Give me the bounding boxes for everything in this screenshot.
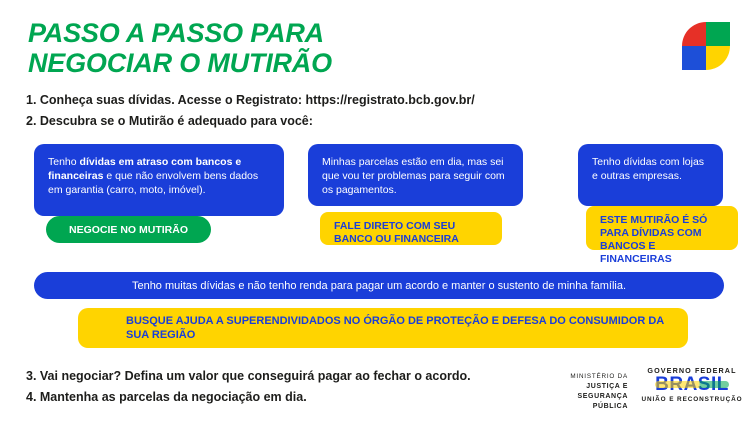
footer-steps <box>26 366 546 408</box>
situation-cards <box>0 138 754 263</box>
page-title <box>28 18 588 78</box>
ministry-line-2: JUSTIÇA E <box>586 383 628 390</box>
ministry-line-1: MINISTÉRIO DA <box>570 373 628 380</box>
gov-logo-icon <box>682 22 730 70</box>
gov-brand-top: GOVERNO FEDERAL <box>647 366 737 375</box>
government-brand <box>640 366 744 403</box>
gov-brand-main <box>655 375 729 395</box>
logo-square-green <box>706 22 730 46</box>
brasil-swoosh-icon <box>655 381 729 388</box>
card-2-action-label: FALE DIRETO COM SEU BANCO OU FINANCEIRA <box>320 212 502 245</box>
wide-action-banner: BUSQUE AJUDA A SUPERENDIVIDADOS NO ÓRGÃO DE PROTEÇÃO E DEFESA DO CONSUMIDOR DA SUA REGIÃO <box>78 308 688 348</box>
ministry-signature <box>540 372 628 412</box>
situation-card-1 <box>34 144 284 216</box>
logo-square-yellow <box>706 46 730 70</box>
card-1-text-part-2: e que não envolvem bens dados em garantia (carro, moto, imóvel). <box>48 170 259 196</box>
card-1-text-part-1: Tenho <box>48 156 80 168</box>
footer-step-3: 3. Vai negociar? Defina um valor que conseguirá pagar ao fechar o acordo. <box>26 369 471 383</box>
card-1-text-bold: dívidas em atraso com bancos e financeiras <box>48 156 242 182</box>
wide-situation-banner: Tenho muitas dívidas e não tenho renda para pagar um acordo e manter o sustento de minha família. <box>34 272 724 299</box>
situation-card-3: Tenho dívidas com lojas e outras empresas. <box>578 144 723 206</box>
negociar-no-mutirao-button[interactable]: NEGOCIE NO MUTIRÃO <box>46 216 211 243</box>
intro-step-2: 2. Descubra se o Mutirão é adequado para você: <box>26 114 313 128</box>
page-title-line-2: NEGOCIAR O MUTIRÃO <box>28 48 332 78</box>
intro-steps <box>26 90 726 132</box>
gov-brand-bottom: UNIÃO E RECONSTRUÇÃO <box>641 396 743 403</box>
ministry-line-3: SEGURANÇA PÚBLICA <box>577 393 628 410</box>
logo-square-red <box>682 22 706 46</box>
situation-card-2: Minhas parcelas estão em dia, mas sei que vou ter problemas para seguir com os pagamentos. <box>308 144 523 206</box>
intro-step-1: 1. Conheça suas dívidas. Acesse o Registrato: https://registrato.bcb.gov.br/ <box>26 93 475 107</box>
card-3-action-label: ESTE MUTIRÃO É SÓ PARA DÍVIDAS COM BANCOS E FINANCEIRAS <box>586 206 738 250</box>
page-title-line-1: PASSO A PASSO PARA <box>28 18 324 48</box>
logo-square-blue <box>682 46 706 70</box>
footer-step-4: 4. Mantenha as parcelas da negociação em dia. <box>26 390 307 404</box>
